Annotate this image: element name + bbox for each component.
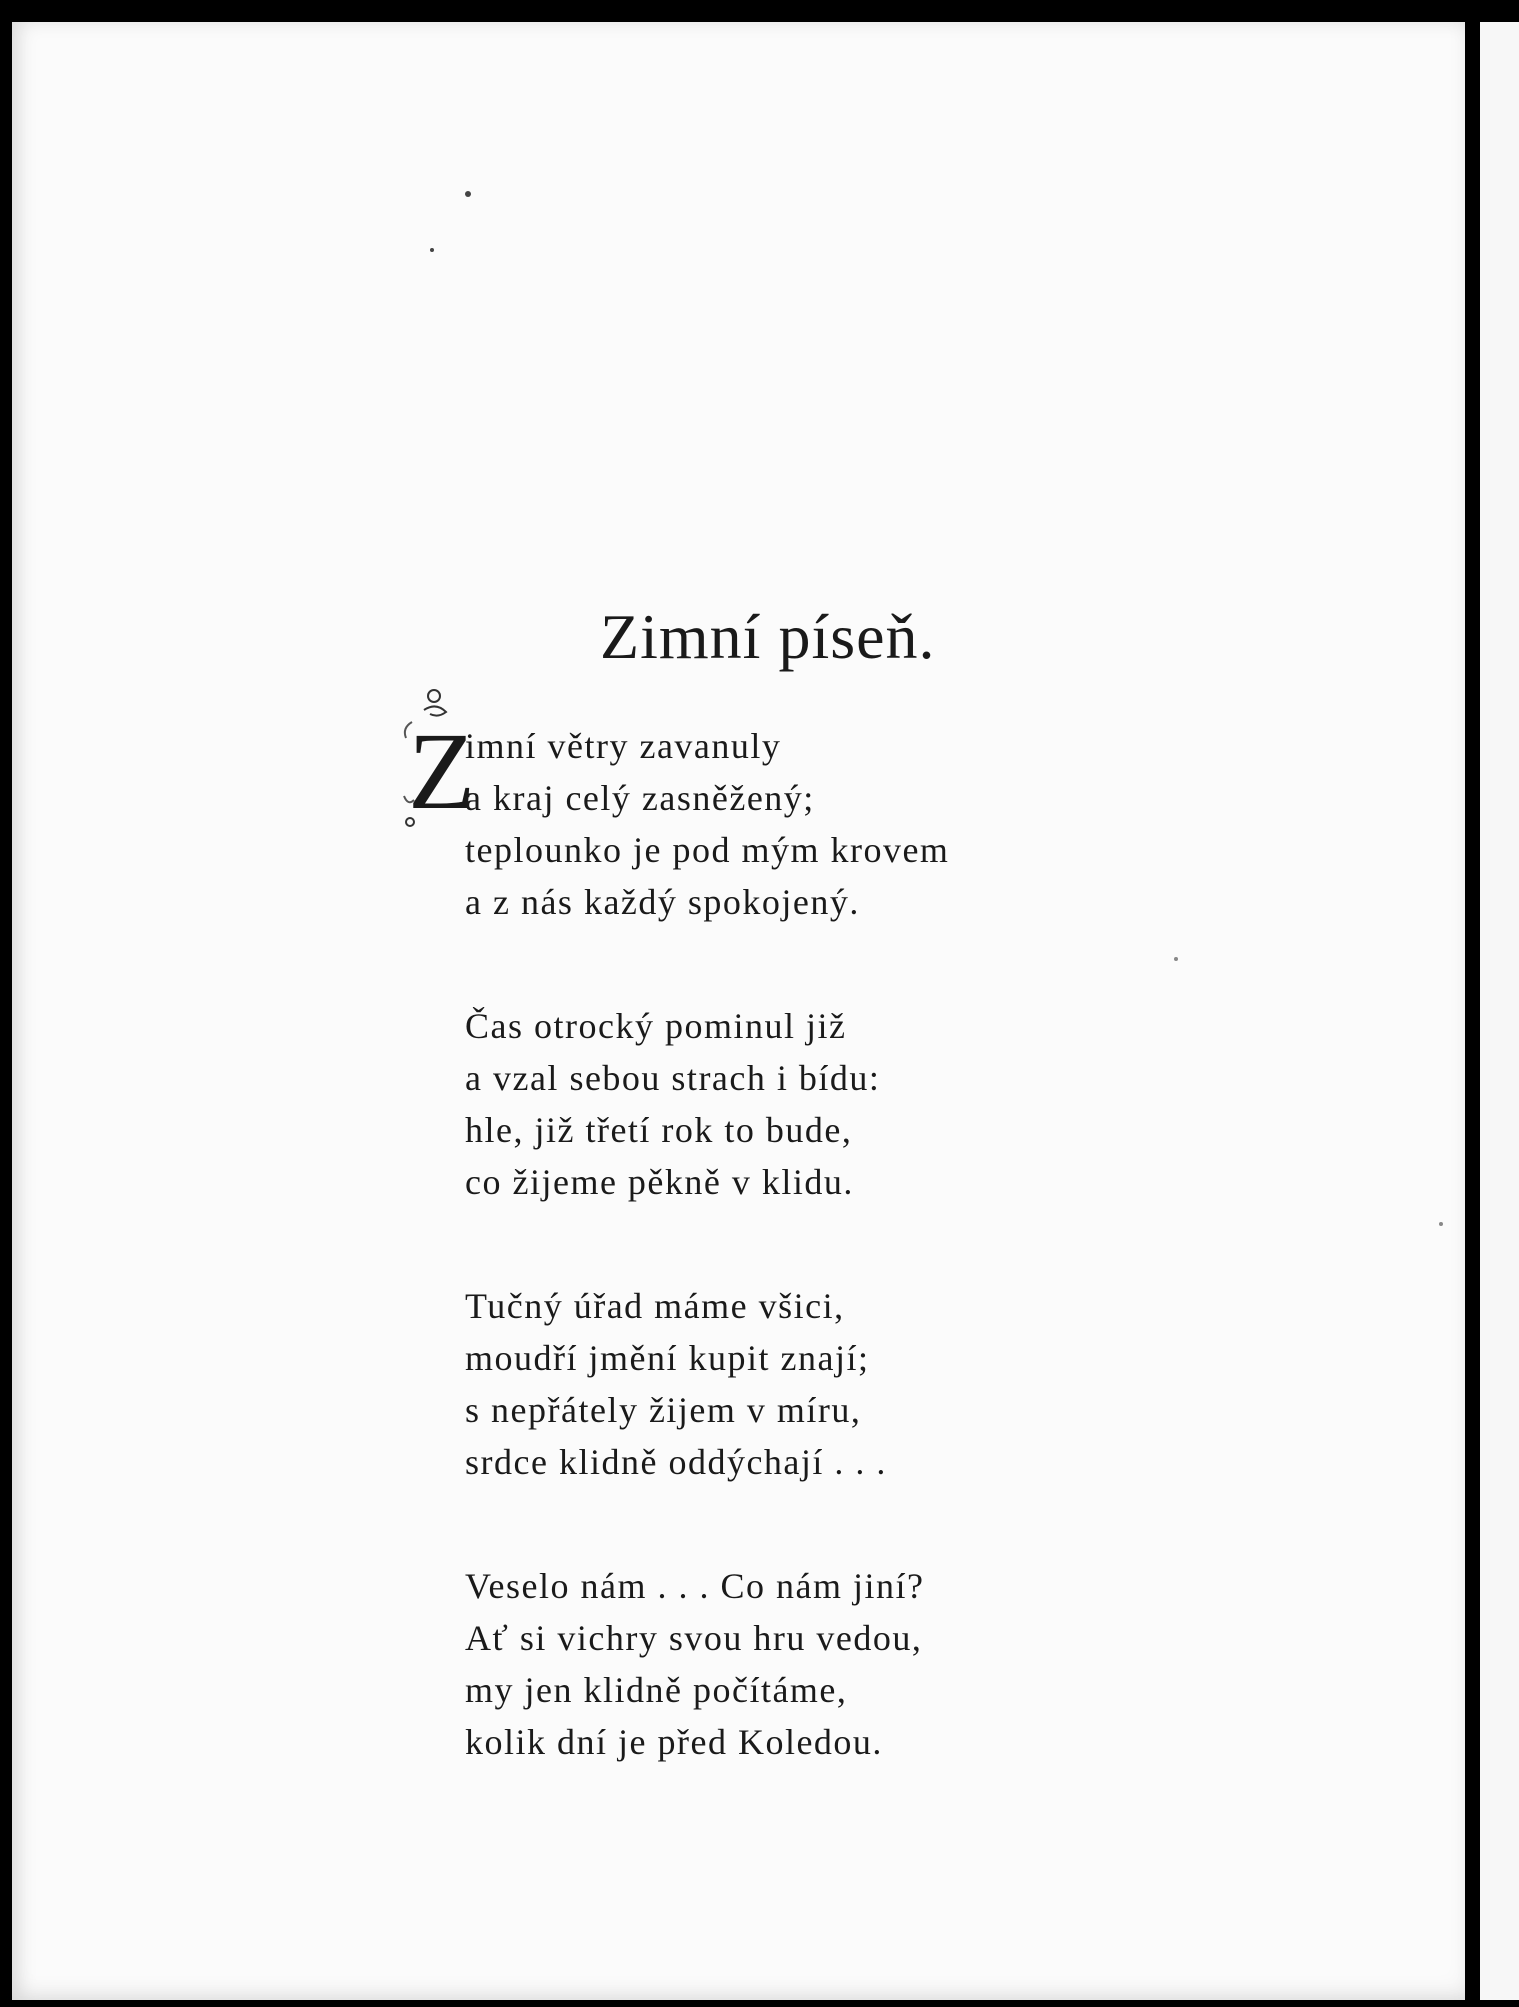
poem-line: a vzal sebou strach i bídu: xyxy=(465,1058,881,1098)
ornamental-drop-cap xyxy=(400,688,476,832)
facing-page-edge xyxy=(1480,22,1519,2000)
drop-cap-letter: Z xyxy=(408,710,476,832)
stanza-2 xyxy=(465,1000,880,1208)
poem-line: my jen klidně počítáme, xyxy=(465,1670,848,1710)
poem-line: moudří jmění kupit znají; xyxy=(465,1338,870,1378)
ink-speck xyxy=(1174,957,1178,961)
poem-line: imní větry zavanuly xyxy=(465,726,782,766)
stanza-1 xyxy=(465,720,949,928)
poem-line: Ať si vichry svou hru vedou, xyxy=(465,1618,923,1658)
poem-line: co žijeme pěkně v klidu. xyxy=(465,1162,854,1202)
poem-line: a z nás každý spokojený. xyxy=(465,882,860,922)
poem-line: Tučný úřad máme všici, xyxy=(465,1286,845,1326)
poem-line: teplounko je pod mým krovem xyxy=(465,830,950,870)
poem-title: Zimní píseň. xyxy=(600,601,936,672)
stanza-3 xyxy=(465,1280,887,1488)
poem-line: kolik dní je před Koledou. xyxy=(465,1722,883,1762)
poem-line: Veselo nám . . . Co nám jiní? xyxy=(465,1566,925,1606)
poem-line: s nepřátely žijem v míru, xyxy=(465,1390,862,1430)
ink-speck xyxy=(465,191,471,197)
stanza-4 xyxy=(465,1560,924,1768)
poem-line: a kraj celý zasněžený; xyxy=(465,778,815,818)
ink-speck xyxy=(1439,1222,1443,1226)
poem-line: Čas otrocký pominul již xyxy=(465,1006,847,1046)
poem-line: hle, již třetí rok to bude, xyxy=(465,1110,853,1150)
ink-speck xyxy=(430,248,434,252)
poem-line: srdce klidně oddýchají . . . xyxy=(465,1442,887,1482)
